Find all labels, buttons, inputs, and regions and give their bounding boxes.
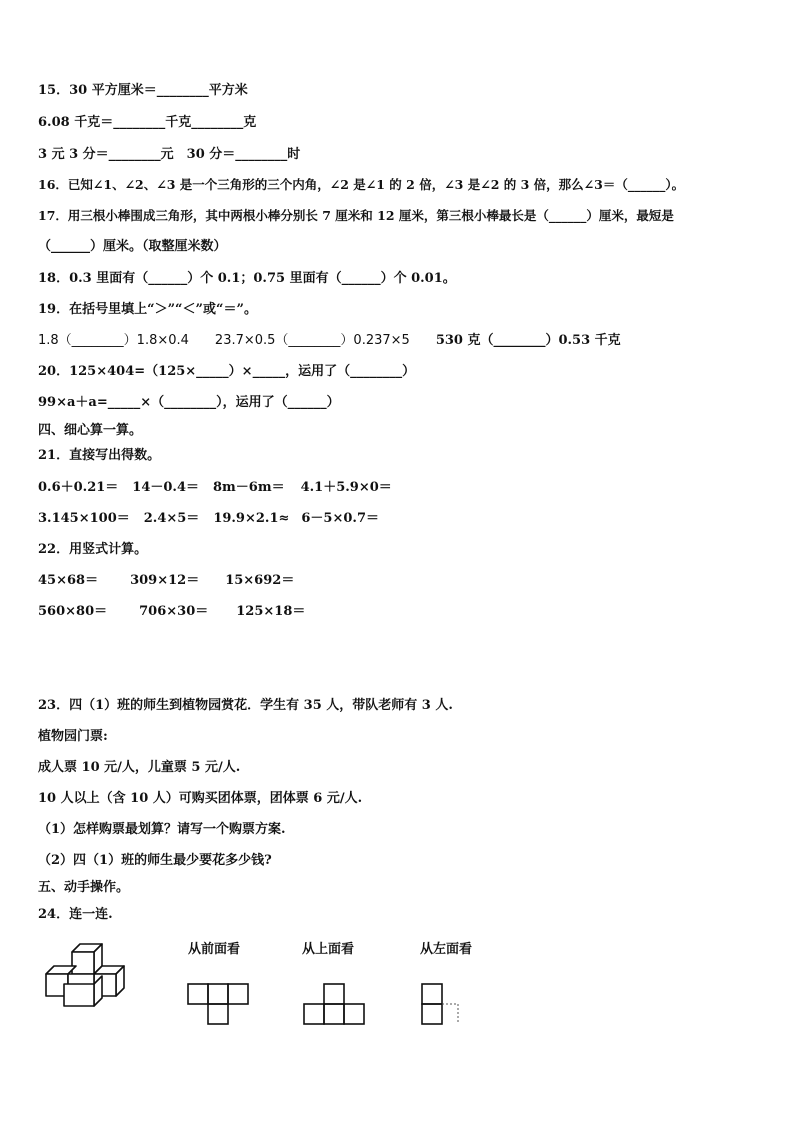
- q17-line-2: （______）厘米。（取整厘米数）: [38, 239, 227, 254]
- q21-heading: 21．直接写出得数。: [38, 448, 161, 463]
- left-view-shape-icon: [418, 978, 478, 1028]
- q15-line-2: 6.08 千克＝________千克________克: [38, 115, 257, 130]
- q22-row-2: [38, 603, 305, 621]
- q23-part-2: （2）四（1）班的师生最少要花多少钱?: [38, 853, 272, 868]
- q24-heading: 24．连一连.: [38, 907, 113, 922]
- q22-item: 15×692＝: [225, 573, 295, 588]
- q19-items: [38, 332, 621, 350]
- q23-part-1: （1）怎样购票最划算？请写一个购票方案.: [38, 822, 286, 837]
- q16-line: 16．已知∠1、∠2、∠3 是一个三角形的三个内角，∠2 是∠1 的 2 倍，∠3 是∠2 的 3 倍，那么∠3＝（______）。: [38, 177, 685, 192]
- left-view-label: 从左面看: [420, 942, 473, 957]
- front-view-shape-icon: [186, 978, 256, 1028]
- section-5-heading: 五、动手操作。: [38, 880, 130, 895]
- front-view-label: 从前面看: [188, 942, 241, 957]
- top-view-label: 从上面看: [302, 942, 355, 957]
- q21-row-1: [38, 479, 392, 497]
- q23-line-b: 成人票 10 元/人，儿童票 5 元/人.: [38, 760, 241, 775]
- q22-item: 125×18＝: [236, 604, 306, 619]
- q21-item: 14－0.4＝: [132, 480, 199, 495]
- q22-item: 560×80＝: [38, 604, 108, 619]
- q21-item: 6－5×0.7＝: [301, 511, 379, 526]
- q22-item: 45×68＝: [38, 573, 99, 588]
- q19-item-2: 23.7×0.5（________）0.237×5: [214, 333, 410, 348]
- q19-item-3: 530 克（________）0.53 千克: [435, 333, 621, 348]
- q20-line-1: 20．125×404=（125×_____）×_____，运用了（________）: [38, 364, 416, 379]
- q22-row-1: [38, 572, 294, 590]
- q22-item: 309×12＝: [130, 573, 200, 588]
- cube-stack-figure-icon: [42, 938, 142, 1010]
- q17-line-1: 17．用三根小棒围成三角形，其中两根小棒分别长 7 厘米和 12 厘米，第三根小棒最长是（______）厘米，最短是: [38, 208, 674, 223]
- q19-item-1: 1.8（________）1.8×0.4: [38, 333, 189, 348]
- q19-line: 19．在括号里填上“＞”“＜”或“＝”。: [38, 302, 257, 317]
- q21-row-2: [38, 510, 379, 528]
- q23-heading: 23．四（1）班的师生到植物园赏花．学生有 35 人，带队老师有 3 人.: [38, 698, 453, 713]
- top-view-shape-icon: [302, 978, 372, 1028]
- q15-line-1: 15．30 平方厘米＝________平方米: [38, 83, 248, 98]
- q21-item: 4.1＋5.9×0＝: [300, 480, 392, 495]
- q22-heading: 22．用竖式计算。: [38, 542, 148, 557]
- q23-line-a: 植物园门票:: [38, 729, 108, 744]
- q15-line-3: 3 元 3 分＝________元 30 分＝________时: [38, 147, 301, 162]
- q21-item: 0.6＋0.21＝: [38, 480, 119, 495]
- q21-item: 8m－6m＝: [213, 480, 285, 495]
- q18-line: 18．0.3 里面有（______）个 0.1；0.75 里面有（______）个 0.01。: [38, 271, 456, 286]
- q22-item: 706×30＝: [139, 604, 209, 619]
- q20-line-2: 99×a＋a=_____×（________），运用了（______）: [38, 395, 340, 410]
- q23-line-c: 10 人以上（含 10 人）可购买团体票，团体票 6 元/人.: [38, 791, 363, 806]
- q24-figures: [38, 932, 488, 1032]
- q21-item: 3.145×100＝: [38, 511, 130, 526]
- section-4-heading: 四、细心算一算。: [38, 423, 143, 438]
- q21-item: 2.4×5＝: [143, 511, 200, 526]
- q21-item: 19.9×2.1≈: [213, 511, 290, 526]
